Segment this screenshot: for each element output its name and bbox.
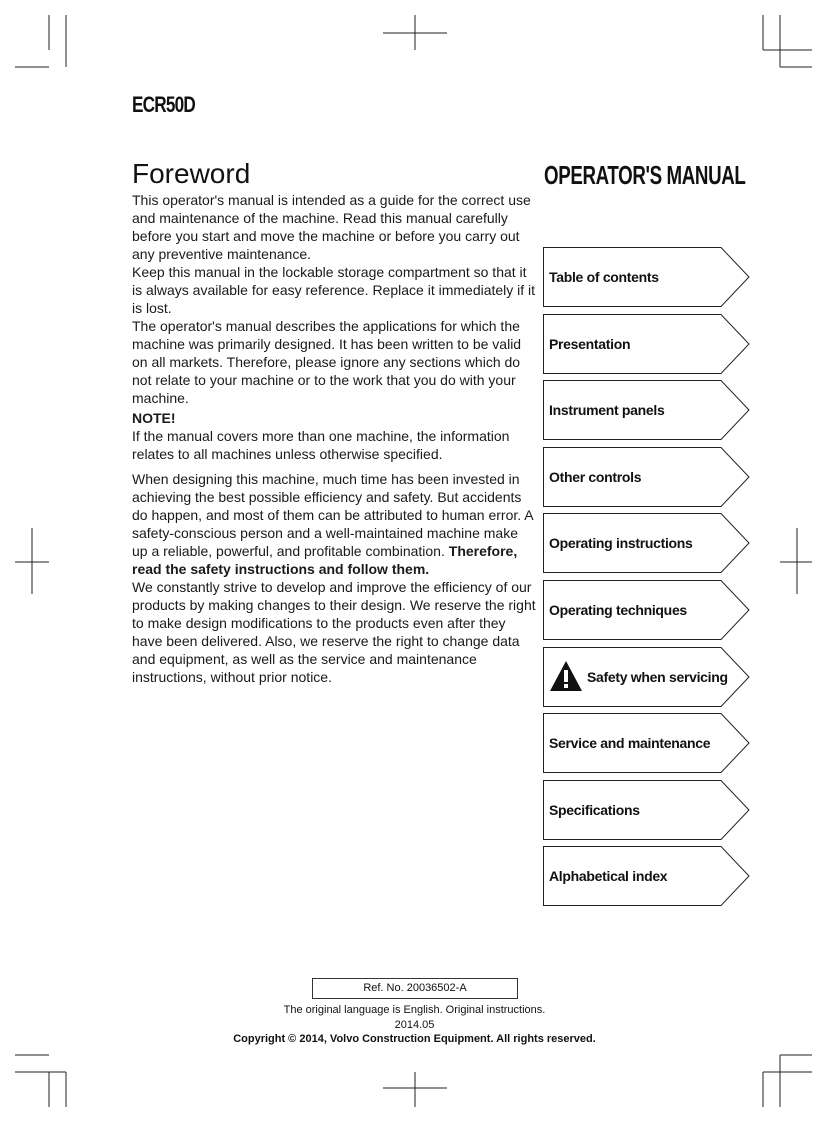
note-text: If the manual covers more than one machine, the information relates to all machines unless otherwise specified. — [132, 428, 510, 462]
manual-title: OPERATOR'S MANUAL — [544, 160, 746, 190]
paragraph: This operator's manual is intended as a guide for the correct use and maintenance of the machine. Read this manual carefully before you start and move the machine or before you carry out any preventive maintenance. — [132, 192, 531, 262]
tab-label: Safety when servicing — [587, 669, 728, 685]
tab-label: Other controls — [549, 469, 642, 485]
foreword-text — [132, 191, 536, 686]
paragraph: Keep this manual in the lockable storage compartment so that it is always available for easy reference. Replace it immediately if it is lost. — [132, 264, 536, 316]
tab-operating-techniques[interactable] — [543, 580, 753, 640]
original-language-note: The original language is English. Original instructions. — [283, 1004, 546, 1016]
reference-number: Ref. No. 20036502-A — [312, 978, 518, 999]
tab-safety-when-servicing[interactable] — [543, 647, 753, 707]
tab-label: Specifications — [549, 802, 640, 818]
publication-date: 2014.05 — [394, 1019, 435, 1031]
tab-operating-instructions[interactable] — [543, 513, 753, 573]
paragraph — [132, 470, 536, 578]
tab-alphabetical-index[interactable] — [543, 846, 753, 906]
tab-label: Operating instructions — [549, 535, 693, 551]
tab-label: Operating techniques — [549, 602, 687, 618]
page-title: Foreword — [132, 158, 251, 189]
tab-label: Instrument panels — [549, 402, 665, 418]
tab-table-of-contents[interactable] — [543, 247, 753, 307]
note-heading: NOTE! — [132, 410, 176, 426]
paragraph-text: When designing this machine, much time has been invested in achieving the best possible efficiency and safety. But accidents do happen, and most of them can be attributed to human error. A safety-conscious person and a well-maintained machine make up a reliable, powerful, and profitable combination. — [132, 471, 533, 559]
tab-other-controls[interactable] — [543, 447, 753, 507]
tab-label: Presentation — [549, 336, 631, 352]
tab-instrument-panels[interactable] — [543, 380, 753, 440]
warning-triangle-icon — [549, 660, 583, 692]
paragraph: The operator's manual describes the applications for which the machine was primarily designed. It has been written to be valid on all markets. Therefore, please ignore any sections which do not relate to your machine or to the work that you do with your machine. — [132, 318, 522, 406]
safety-emphasis: Therefore, read the safety instructions and follow them. — [132, 543, 518, 577]
copyright: Copyright © 2014, Volvo Construction Equipment. All rights reserved. — [233, 1033, 596, 1045]
machine-model: ECR50D — [132, 92, 196, 117]
tab-specifications[interactable] — [543, 780, 753, 840]
tab-presentation[interactable] — [543, 314, 753, 374]
tab-label: Alphabetical index — [549, 868, 668, 884]
tab-label: Table of contents — [549, 269, 659, 285]
paragraph: We constantly strive to develop and improve the efficiency of our products by making changes to their design. We reserve the right to make design modifications to the products even after they have been delivered. Also, we reserve the right to change data and equipment, as well as the service and maintenance instructions, without prior notice. — [132, 579, 536, 685]
tab-service-and-maintenance[interactable] — [543, 713, 753, 773]
tab-label: Service and maintenance — [549, 735, 711, 751]
